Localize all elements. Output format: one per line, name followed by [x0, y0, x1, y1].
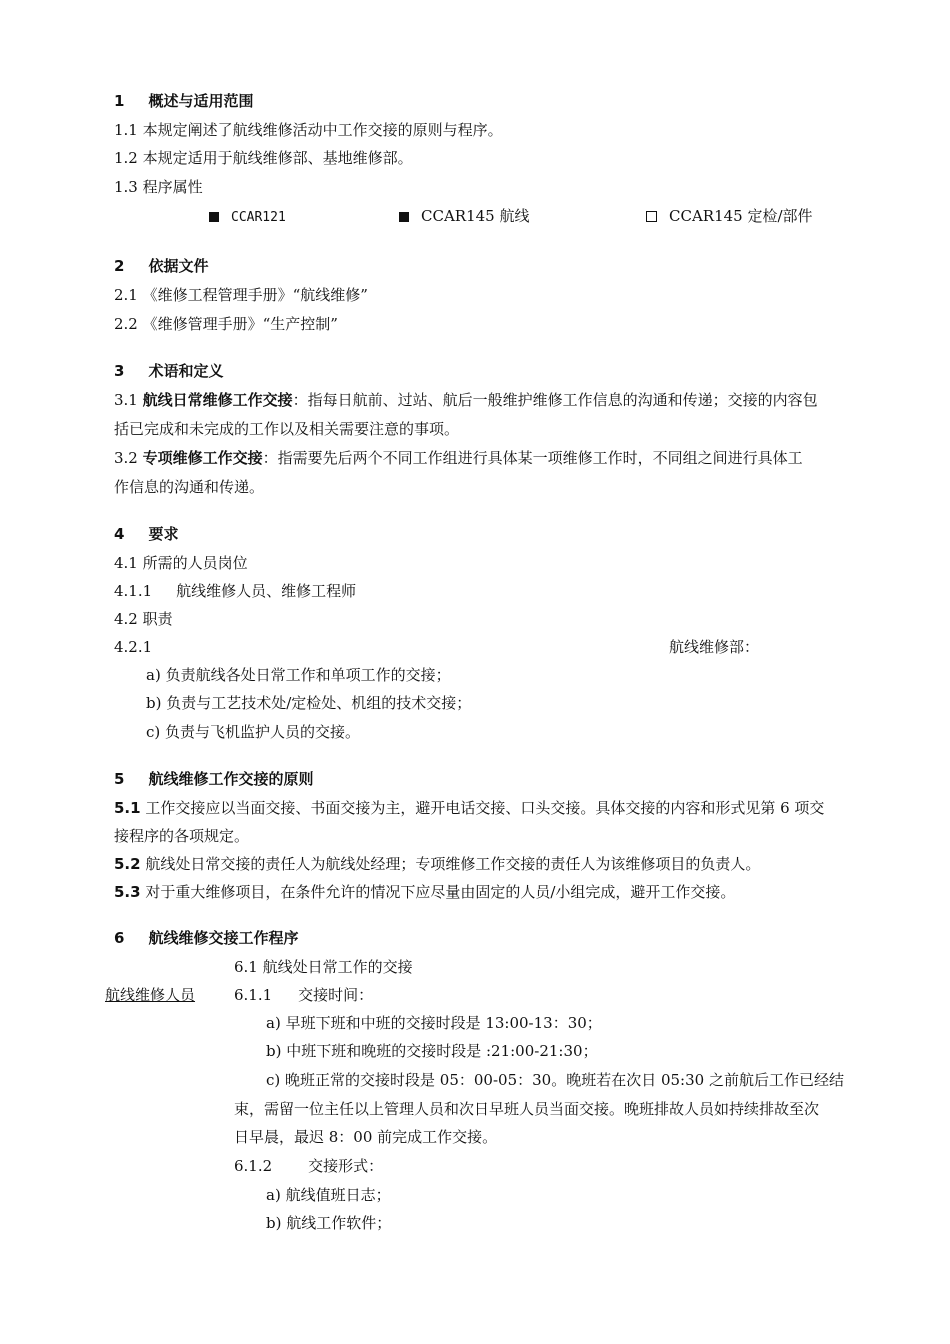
paragraph-5-2	[114, 854, 760, 874]
option-ccar121	[209, 206, 286, 228]
handover-form-b: b) 航线工作软件；	[266, 1214, 392, 1232]
paragraph-text: 对于重大维修项目，在条件允许的情况下应尽量由固定的人员/小组完成，避开工作交接。	[140, 883, 736, 901]
list-item-b: b) 负责与工艺技术处/定检处、机组的技术交接；	[146, 694, 472, 712]
list-item-c: c) 负责与飞机监护人员的交接。	[146, 723, 361, 741]
section-number: 3	[114, 362, 125, 380]
paragraph-3-1	[114, 390, 818, 410]
section-5-heading	[114, 769, 313, 789]
paragraph-text: 交接时间：	[298, 986, 374, 1004]
paragraph-4-1: 4.1 所需的人员岗位	[114, 554, 248, 572]
handover-time-c-cont-2: 日早晨，最迟 8：00 前完成工作交接。	[234, 1128, 498, 1146]
paragraph-text: 交接形式：	[308, 1157, 384, 1175]
paragraph-text: 航线维修人员、维修工程师	[176, 582, 357, 600]
option-label: CCAR121	[231, 210, 286, 225]
unchecked-box-icon	[646, 211, 657, 222]
paragraph-4-2-1-text: 航线维修部：	[669, 638, 760, 656]
section-title: 航线维修交接工作程序	[148, 929, 299, 947]
paragraph-4-2: 4.2 职责	[114, 610, 173, 628]
paragraph-4-1-1	[114, 581, 356, 601]
section-title: 要求	[148, 525, 179, 543]
section-title: 术语和定义	[148, 362, 224, 380]
paragraph-1-1: 1.1 本规定阐述了航线维修活动中工作交接的原则与程序。	[114, 121, 503, 139]
paragraph-2-2: 2.2 《维修管理手册》“生产控制”	[114, 315, 338, 333]
handover-time-c-cont-1: 束，需留一位主任以上管理人员和次日早班人员当面交接。晚班排故人员如持续排故至次	[234, 1100, 820, 1118]
handover-time-b: b) 中班下班和晚班的交接时段是 :21:00-21:30；	[266, 1042, 598, 1060]
responsible-role: 航线维修人员	[105, 986, 196, 1004]
paragraph-number: 5.1	[114, 799, 141, 817]
section-number: 4	[114, 525, 125, 543]
paragraph-5-1-cont: 接程序的各项规定。	[114, 827, 250, 845]
section-title: 概述与适用范围	[148, 92, 254, 110]
paragraph-3-2-cont: 作信息的沟通和传递。	[114, 478, 265, 496]
paragraph-3-2	[114, 448, 803, 468]
checked-box-icon	[209, 212, 219, 222]
paragraph-number: 6.1.2	[234, 1157, 273, 1175]
paragraph-text: 航线处日常交接的责任人为航线处经理；专项维修工作交接的责任人为该维修项目的负责人。	[140, 855, 761, 873]
paragraph-2-1: 2.1 《维修工程管理手册》“航线维修”	[114, 286, 368, 304]
section-3-heading	[114, 361, 223, 381]
option-label: CCAR145 航线	[421, 207, 530, 225]
option-label: CCAR145 定检/部件	[669, 207, 813, 225]
paragraph-6-1-2	[234, 1156, 383, 1176]
paragraph-6-1-1	[234, 985, 373, 1005]
definition-text: ：指需要先后两个不同工作组进行具体某一项维修工作时，不同组之间进行具体工	[262, 449, 803, 467]
paragraph-5-3	[114, 882, 735, 902]
paragraph-number: 3.1	[114, 391, 143, 409]
list-item-a: a) 负责航线各处日常工作和单项工作的交接；	[146, 666, 451, 684]
handover-time-c: c) 晚班正常的交接时段是 05：00-05：30。晚班若在次日 05:30 之前航后工作已经结	[266, 1071, 844, 1089]
checked-box-icon	[399, 212, 409, 222]
paragraph-number: 4.1.1	[114, 582, 153, 600]
section-title: 航线维修工作交接的原则	[148, 770, 314, 788]
paragraph-1-2: 1.2 本规定适用于航线维修部、基地维修部。	[114, 149, 413, 167]
term: 航线日常维修工作交接	[142, 391, 293, 409]
paragraph-5-1	[114, 798, 824, 818]
handover-form-a: a) 航线值班日志；	[266, 1186, 391, 1204]
section-4-heading	[114, 524, 178, 544]
paragraph-number: 3.2	[114, 449, 143, 467]
paragraph-text: 工作交接应以当面交接、书面交接为主，避开电话交接、口头交接。具体交接的内容和形式见第 6 项交	[140, 799, 825, 817]
definition-text: ：指每日航前、过站、航后一般维护维修工作信息的沟通和传递；交接的内容包	[292, 391, 818, 409]
section-number: 6	[114, 929, 125, 947]
paragraph-number: 6.1.1	[234, 986, 273, 1004]
section-number: 2	[114, 257, 125, 275]
option-ccar145-check	[646, 206, 813, 226]
section-2-heading	[114, 256, 208, 276]
paragraph-number: 5.3	[114, 883, 141, 901]
paragraph-3-1-cont: 括已完成和未完成的工作以及相关需要注意的事项。	[114, 420, 460, 438]
section-number: 5	[114, 770, 125, 788]
handover-time-a: a) 早班下班和中班的交接时段是 13:00-13：30；	[266, 1014, 602, 1032]
paragraph-number: 5.2	[114, 855, 141, 873]
paragraph-6-1: 6.1 航线处日常工作的交接	[234, 958, 413, 976]
section-number: 1	[114, 92, 125, 110]
paragraph-1-3: 1.3 程序属性	[114, 178, 203, 196]
paragraph-4-2-1-number: 4.2.1	[114, 638, 153, 656]
section-title: 依据文件	[148, 257, 209, 275]
option-ccar145-line	[399, 206, 529, 226]
section-1-heading	[114, 91, 253, 111]
term: 专项维修工作交接	[142, 449, 263, 467]
section-6-heading	[114, 928, 298, 948]
